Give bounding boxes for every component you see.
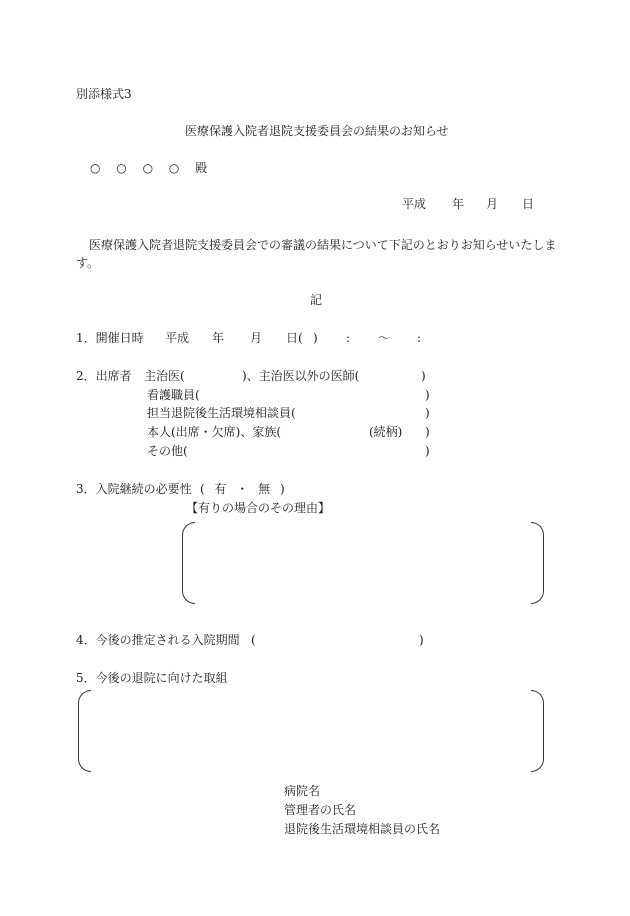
date-year: 年 bbox=[452, 197, 465, 211]
item-3-label: 3．入院継続の必要性 bbox=[76, 482, 192, 496]
item-1-label: 1．開催日時 bbox=[76, 331, 144, 345]
intro-line-1: 医療保護入院者退院支援委員会での審議の結果について下記のとおりお知らせいたしま bbox=[89, 238, 557, 252]
item-4-close: ) bbox=[419, 633, 424, 647]
date-month: 月 bbox=[486, 197, 499, 211]
attendee-family-close: ) bbox=[425, 425, 430, 439]
attendee-nurse: 看護職員( bbox=[147, 388, 200, 402]
attendee-nurse-close: ) bbox=[425, 388, 430, 402]
item-1-colon-1: : bbox=[346, 331, 351, 345]
attendee-row1-close: ) bbox=[421, 369, 426, 383]
addressee: ○ ○ ○ ○ 殿 bbox=[90, 161, 214, 175]
item-4-label: 4．今後の推定される入院期間 bbox=[76, 633, 240, 647]
item-1-tilde: 〜 bbox=[378, 331, 391, 345]
hospital-name-label: 病院名 bbox=[284, 784, 321, 798]
document-title: 医療保護入院者退院支援委員会の結果のお知らせ bbox=[185, 124, 449, 138]
attendee-doctor: 主治医( bbox=[144, 369, 185, 383]
measures-bracket-left bbox=[78, 690, 91, 772]
attendee-relationship: (続柄) bbox=[369, 425, 403, 439]
item-2-label: 2．出席者 bbox=[76, 369, 132, 383]
attendee-counselor: 担当退院後生活環境相談員( bbox=[147, 406, 296, 420]
attendee-counselor-close: ) bbox=[425, 406, 430, 420]
continuation-options: ( 有 ・ 無 ) bbox=[200, 482, 288, 496]
manager-name-label: 管理者の氏名 bbox=[284, 803, 357, 817]
item-1-era: 平成 bbox=[165, 331, 190, 345]
reason-label: 【有りの場合のその理由】 bbox=[186, 501, 331, 515]
reason-bracket-right bbox=[531, 522, 544, 604]
form-id: 別添様式3 bbox=[76, 87, 132, 101]
attendee-other-doctor: )、主治医以外の医師( bbox=[242, 369, 360, 383]
attendee-other-close: ) bbox=[425, 444, 430, 458]
item-1-day: 日( bbox=[286, 331, 303, 345]
measures-bracket-right bbox=[531, 690, 544, 772]
item-5-label: 5．今後の退院に向けた取組 bbox=[76, 671, 228, 685]
item-1-year: 年 bbox=[212, 331, 225, 345]
item-1-month: 月 bbox=[250, 331, 263, 345]
reason-bracket-left bbox=[182, 522, 195, 604]
ki-heading: 記 bbox=[310, 293, 323, 307]
date-era: 平成 bbox=[402, 197, 427, 211]
item-1-close: ) bbox=[313, 331, 318, 345]
item-4-open: ( bbox=[251, 633, 256, 647]
intro-line-2: す。 bbox=[76, 256, 100, 270]
item-1-colon-2: : bbox=[417, 331, 422, 345]
attendee-self-family: 本人(出席・欠席)、家族( bbox=[147, 425, 282, 439]
date-day: 日 bbox=[522, 197, 535, 211]
counselor-name-label: 退院後生活環境相談員の氏名 bbox=[284, 822, 441, 836]
attendee-other: その他( bbox=[147, 444, 188, 458]
